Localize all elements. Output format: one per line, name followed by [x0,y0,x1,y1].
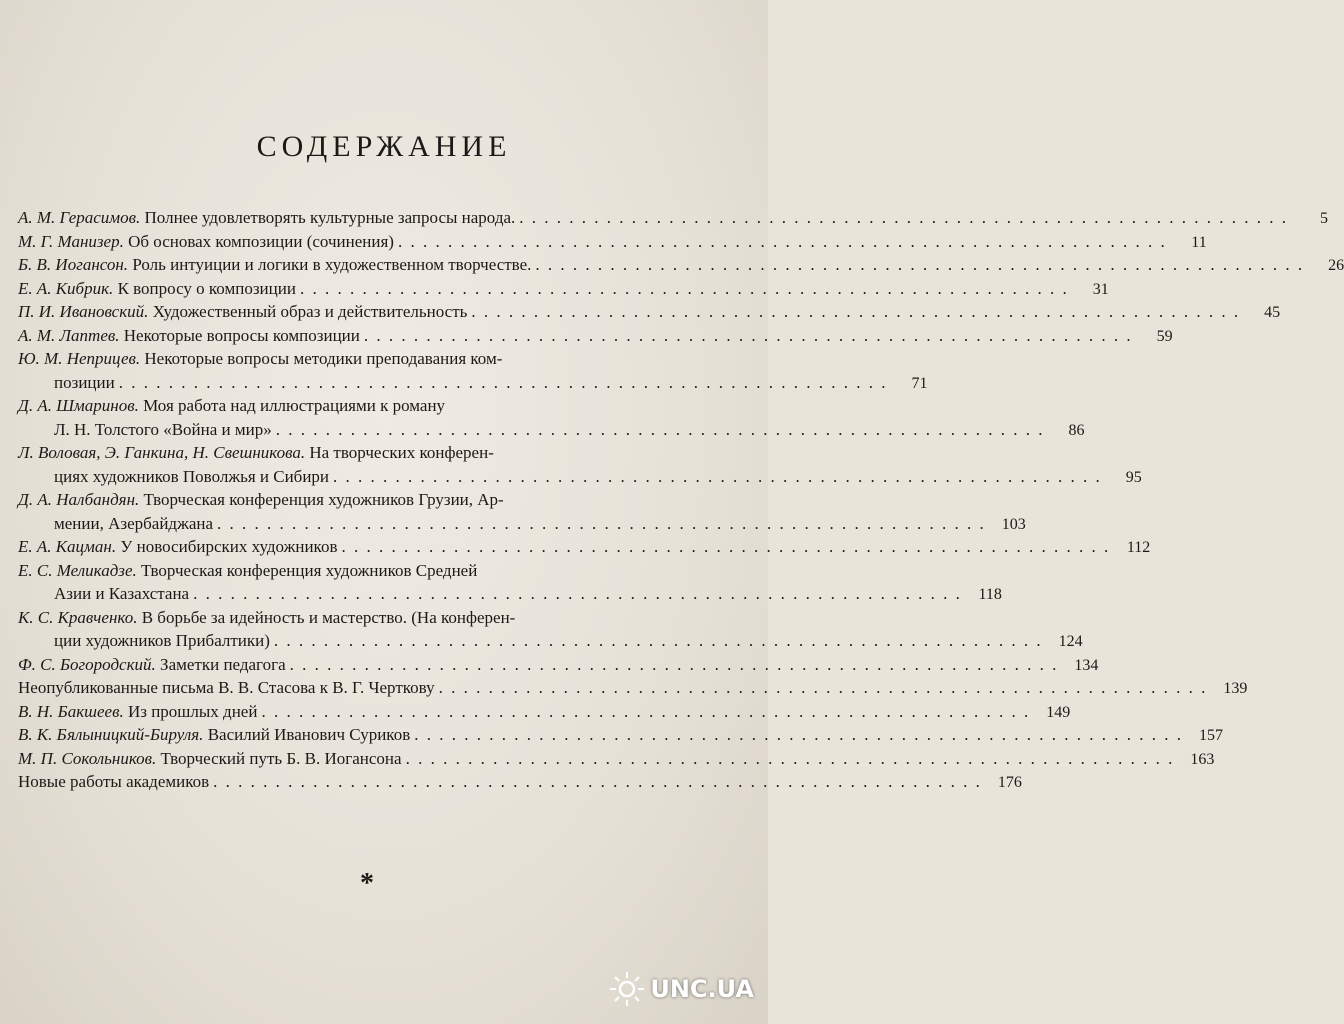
toc-entry-line [18,300,1281,324]
toc-title: Л. Н. Толстого «Война и мир» [54,419,272,439]
dot-leader [217,512,986,536]
toc-page-number: 95 [1125,468,1142,486]
toc-entry [18,324,1173,348]
toc-entry [18,676,1248,700]
toc-entry-line [18,770,1022,794]
toc-title: Василий Иванович Суриков [207,725,411,744]
toc-title: Творческая конференция художников Средней [140,560,478,580]
toc-entry-line [18,723,1223,747]
toc-page-number: 118 [978,586,1002,603]
toc-entry [18,653,1099,677]
watermark-text: UNC.UA [650,975,754,1003]
toc-page-number: 26 [1328,257,1344,274]
dot-leader [261,700,1030,724]
dot-leader [119,371,888,395]
toc-author: А. М. Лаптев. [18,325,120,345]
toc-page-number: 59 [1156,327,1173,345]
watermark [608,970,754,1008]
toc-entry-line [18,559,694,583]
toc-title: Некоторые вопросы методики преподавания ком- [144,349,503,368]
toc-entry [18,230,1207,254]
toc-title: К вопросу о композиции [117,278,296,298]
toc-page-number: 86 [1068,421,1085,439]
toc-entry-line [18,253,1344,277]
dot-leader [535,253,1304,277]
toc-author: В. Н. Бакшеев. [18,701,124,721]
toc-entry-line [18,653,1099,677]
dot-leader [300,277,1069,301]
dot-leader [406,747,1175,771]
toc-title: Азии и Казахстана [54,584,190,603]
toc-page-number: 31 [1092,280,1109,298]
toc-entry [18,559,1002,606]
toc-title: ции художников Прибалтики) [54,631,270,650]
toc-page-number: 45 [1264,304,1281,321]
toc-page-number: 11 [1191,233,1207,251]
toc-entry [18,723,1223,747]
dot-leader [290,653,1059,677]
toc-author: Д. А. Налбандян. [18,490,140,509]
toc-title: Художественный образ и действительность [152,302,468,321]
toc-entry-line [18,676,1248,700]
dot-leader [274,629,1043,653]
toc-title: Полнее удовлетворять культурные запросы народа. [144,208,516,227]
toc-author: П. И. Ивановский. [18,302,149,321]
toc-author: Д. А. Шмаринов. [18,396,139,415]
toc-entry [18,700,1071,724]
toc-title: Заметки педагога [160,654,286,674]
toc-entry-line [18,700,1071,724]
toc-entry [18,253,1344,277]
toc-entry [18,488,1026,535]
toc-entry-line [18,230,1207,254]
toc-author: Б. В. Иогансон. [18,255,129,274]
toc-entry-continuation [18,512,1026,536]
dot-leader [414,723,1183,747]
toc-entry-line [18,488,694,512]
toc-page-number: 134 [1074,656,1099,674]
toc-title: Об основах композиции (сочинения) [128,231,394,251]
toc-entry [18,535,1151,559]
toc-title: циях художников Поволжья и Сибири [54,466,330,486]
dot-leader [471,300,1240,324]
toc-page-number: 157 [1198,727,1223,744]
toc-author: Е. А. Кибрик. [18,278,114,298]
dot-leader [213,770,982,794]
coin-sun-icon [608,970,646,1008]
toc-author: Е. С. Меликадзе. [18,560,137,580]
toc-page-number: 103 [1001,515,1026,533]
toc-entry-line [18,347,694,371]
toc-page-number: 71 [911,374,928,392]
toc-page-number: 124 [1058,633,1083,650]
toc-entry [18,206,1329,230]
dot-leader [193,582,962,606]
toc-page-number: 176 [997,774,1022,791]
toc-entry-continuation [18,629,1083,653]
toc-entry-line [18,747,1215,771]
toc-entry-line [18,535,1151,559]
toc-author: Ф. С. Богородский. [18,654,156,674]
toc-page-number: 5 [1320,210,1329,227]
toc-author: Ю. М. Неприцев. [18,349,141,368]
toc-entry-line [18,606,694,630]
toc-page-number: 163 [1190,750,1215,768]
toc-entry [18,300,1281,324]
dot-leader [276,418,1045,442]
toc-author: В. К. Бялыницкий-Бируля. [18,725,204,744]
toc-author: А. М. Герасимов. [18,208,141,227]
dot-leader [439,676,1208,700]
dot-leader [398,230,1167,254]
toc-entry-continuation [18,371,928,395]
toc-title: Моя работа над иллюстрациями к роману [143,396,446,415]
toc-entry [18,441,1142,488]
dot-leader [341,535,1110,559]
toc-title: мении, Азербайджана [54,513,214,533]
dot-leader [333,465,1102,489]
toc-entry-continuation [18,582,1002,606]
toc-title: Новые работы академиков [18,772,210,791]
toc-title: Из прошлых дней [127,701,258,721]
page-title: СОДЕРЖАНИЕ [256,130,512,163]
toc-title: Творческий путь Б. В. Иогансона [160,748,402,768]
toc-author: М. Г. Манизер. [18,231,124,251]
toc-author: М. П. Сокольников. [18,748,157,768]
toc-entry [18,394,1085,441]
toc-entry [18,606,1083,653]
table-of-contents [18,206,1344,794]
toc-author: Л. Воловая, Э. Ганкина, Н. Свешникова. [18,443,306,462]
toc-entry [18,747,1215,771]
toc-entry-line [18,441,694,465]
toc-title: Роль интуиции и логики в художественном творчестве. [132,255,532,274]
toc-entry [18,770,1022,794]
toc-entry-line [18,324,1173,348]
toc-page-number: 149 [1046,703,1071,721]
dot-leader [519,206,1288,230]
toc-entry [18,347,928,394]
toc-title: позиции [54,372,115,392]
toc-title: В борьбе за идейность и мастерство. (На конферен- [141,607,516,627]
toc-entry-line [18,394,694,418]
toc-title: На творческих конферен- [309,443,494,462]
ornament-asterisk: * [360,868,374,899]
toc-page-number: 139 [1223,680,1248,697]
toc-page-number: 112 [1126,539,1151,556]
toc-author: Е. А. Кацман. [18,537,117,556]
toc-author: К. С. Кравченко. [18,607,138,627]
toc-title: Творческая конференция художников Грузии, Ар- [143,490,504,509]
toc-title: Неопубликованные письма В. В. Стасова к В. Г. Черткову [18,678,435,697]
toc-entry-continuation [18,465,1142,489]
toc-entry-continuation [18,418,1085,442]
dot-leader [364,324,1133,348]
toc-title: У новосибирских художников [120,537,338,556]
toc-title: Некоторые вопросы композиции [123,325,360,345]
toc-entry [18,277,1109,301]
toc-entry-line [18,206,1329,230]
toc-entry-line [18,277,1109,301]
